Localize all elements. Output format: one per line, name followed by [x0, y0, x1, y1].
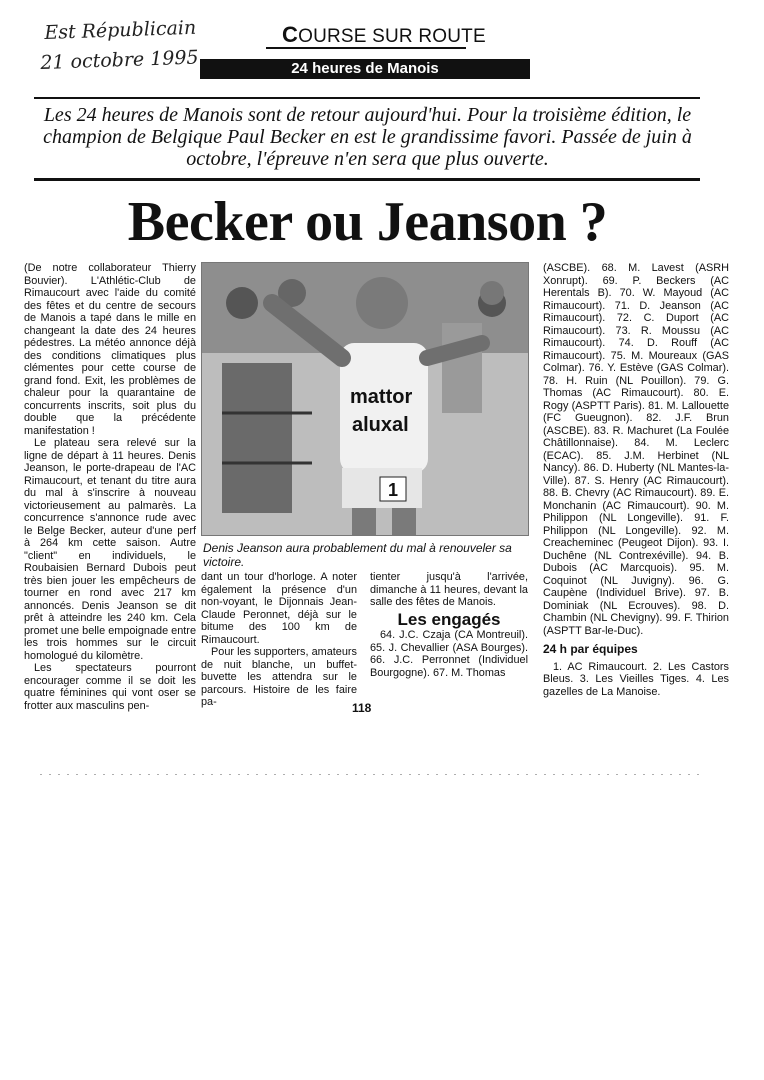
col1-paragraph-2: Le plateau sera relevé sur la ligne de départ à 11 heures. Denis Jeanson, le porte-drapeau de l'AC Rimaucourt, et tenant du titre aura du mal à s'inscrire à nouveau victorieusement au palmarès. La concurrence s'annonce rude avec le Belge Becker, auteur d'une perf à 264 km cette saison. Autre "client" en individuels, le Roubaisien Bernard Dubois peut très bien jouer les empêcheurs de tourner en rond avec 217 km annoncés. Denis Jeanson se dit prêt à atteindre les 240 km. Cela promet une belle empoignade entre les trois hommes sur le circuit homologué du kilomètre.	[24, 437, 196, 662]
col4-entrants: (ASCBE). 68. M. Lavest (ASRH Xonrupt). 69. P. Beckers (AC Herentals B). 70. W. Mayoud (AC Rimaucourt). 71. D. Jeanson (AC Rimaucourt). 72. C. Duport (AC Rimaucourt). 73. R. Moussu (AC Rimaucourt). 74. D. Rouff (AC Rimaucourt). 75. M. Moureaux (GAS Colmar). 76. Y. Estève (GAS Colmar). 78. H. Ruin (NL Pouillon). 79. G. Thomas (AC Rimaucourt). 80. E. Rogy (ASPTT Paris). 81. M. Lallouette (FC Gueugnon). 82. J.F. Brun (ASCBE). 83. R. Machuret (La Foulée Châtillonnaise). 84. M. Leclerc (ECAC). 85. J.M. Herbinet (NL Nancy). 86. D. Huberty (NL Mantes-la-Ville). 87. S. Henry (AC Rimaucourt). 88. B. Chevry (AC Rimaucourt). 89. E. Monchanin (AC Rimaucourt). 90. M. Philippon (NL Longeville). 91. F. Philippon (NL Longeville). 92. M. Creacheminec (Peugeot Dijon). 93. I. Duchêne (NL Contrexéville). 94. B. Dubois (AC Marcquois). 95. M. Coquinot (NL Juvigny). 96. G. Caupène (Individuel Brive). 97. B. Dominiak (NL Ecrouves). 98. D. Chambin (NL Chevigny). 99. F. Thirion (ASPTT Bar-le-Duc).	[543, 262, 729, 637]
article-column-3	[370, 571, 528, 679]
col3-paragraph-1: tienter jusqu'à l'arrivée, dimanche à 11 heures, devant la salle des fêtes de Manois.	[370, 571, 528, 608]
photo-caption: Denis Jeanson aura probablement du mal à renouveler sa victoire.	[203, 541, 512, 569]
section-rubric	[282, 22, 486, 48]
lead-rule	[34, 178, 700, 181]
col1-paragraph-3: Les spectateurs pourront encourager comme il se doit les quatre féminines qui vont oser se frotter aux masculins pen-	[24, 662, 196, 712]
shirt-sponsor-1: mattor	[350, 386, 413, 408]
rubric-underline	[266, 47, 466, 49]
article-column-4	[543, 262, 729, 698]
shirt-sponsor-2: aluxal	[352, 414, 409, 436]
runner-photo	[201, 262, 529, 536]
runner-illustration	[202, 263, 528, 535]
handwritten-date: 21 octobre 1995	[40, 46, 199, 74]
rubric-title: OURSE SUR ROUTE	[298, 26, 486, 47]
article-headline: Becker ou Jeanson ?	[127, 191, 608, 253]
bib-number: 1	[387, 480, 399, 500]
scan-artifact-line	[40, 774, 700, 775]
page-number: 118	[352, 701, 372, 715]
rubric-initial: C	[282, 22, 299, 47]
col2-paragraph-2: Pour les supporters, amateurs de nuit blanche, un buffet-buvette les attendra sur le parcours. Histoire de les faire pa-	[201, 646, 357, 708]
col2-paragraph-1: dant un tour d'horloge. A noter également la présence d'un non-voyant, le Dijonnais Jean-Claude Peronnet, déjà sur le bitume des 100 km de Rimaucourt.	[201, 571, 357, 646]
article-lead: Les 24 heures de Manois sont de retour aujourd'hui. Pour la troisième édition, le champion de Belgique Paul Becker en est le grandissime favori. Passée de juin à octobre, l'épreuve n'en sera que plus ouverte.	[43, 104, 692, 170]
col1-paragraph-1: (De notre collaborateur Thierry Bouvier). L'Athlétic-Club de Rimaucourt avec l'aide du comité des fêtes et du centre de secours de Manois a tapé dans le mille en changeant la date des 24 heures pédestres. La météo annonce déjà des conditions climatiques plus clémentes pour cette course de grand fond. Exit, les problèmes de chaleur pour la quarantaine de concurrents inscrits, soit plus du double que la précédente manifestation !	[24, 262, 196, 437]
section-banner: 24 heures de Manois	[200, 59, 530, 79]
col3-entrants-start: 64. J.C. Czaja (CA Montreuil). 65. J. Chevallier (ASA Bourges). 66. J.C. Perronnet (Individuel Bourgogne). 67. M. Thomas	[370, 629, 528, 679]
article-column-2	[201, 571, 357, 709]
col4-teams: 1. AC Rimaucourt. 2. Les Castors Bleus. 3. Les Vieilles Tiges. 4. Les gazelles de La Manoise.	[543, 660, 729, 698]
article-column-1	[24, 262, 196, 712]
handwritten-source: Est Républicain	[44, 16, 197, 44]
engaged-subhead: Les engagés	[397, 609, 501, 629]
teams-subhead: 24 h par équipes	[543, 642, 638, 656]
top-rule	[34, 97, 700, 99]
